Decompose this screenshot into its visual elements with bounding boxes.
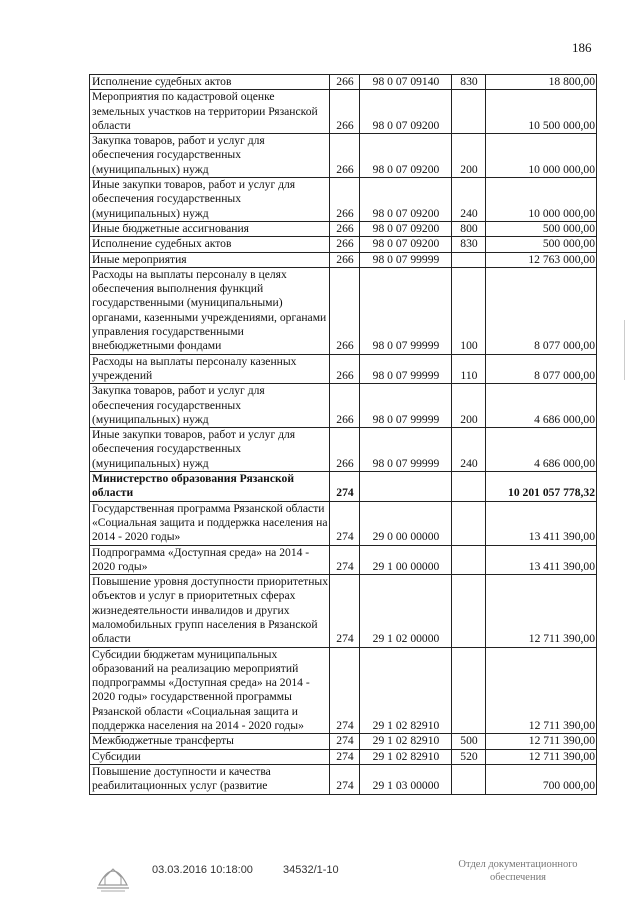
cell-ved: 274	[330, 647, 360, 734]
cell-ved: 266	[330, 237, 360, 252]
cell-sum: 12 763 000,00	[486, 252, 597, 267]
cell-csr: 98 0 07 99999	[360, 428, 452, 472]
cell-csr: 98 0 07 99999	[360, 267, 452, 354]
cell-sum: 13 411 390,00	[486, 545, 597, 575]
cell-ved: 266	[330, 90, 360, 134]
cell-name: Закупка товаров, работ и услуг для обеспечения государственных (муниципальных) нужд	[90, 134, 330, 178]
budget-table-body	[90, 75, 597, 795]
cell-name: Исполнение судебных актов	[90, 237, 330, 252]
cell-name: Расходы на выплаты персоналу казенных учреждений	[90, 354, 330, 384]
cell-csr: 98 0 07 09200	[360, 178, 452, 222]
cell-vr: 500	[452, 734, 486, 749]
cell-vr: 520	[452, 749, 486, 764]
cell-vr: 240	[452, 428, 486, 472]
cell-sum: 10 500 000,00	[486, 90, 597, 134]
cell-csr: 98 0 07 09200	[360, 221, 452, 236]
cell-csr: 29 1 03 00000	[360, 764, 452, 794]
cell-ved: 266	[330, 221, 360, 236]
cell-vr: 110	[452, 354, 486, 384]
cell-name: Повышение уровня доступности приоритетных объектов и услуг в приоритетных сферах жизнедеятельности инвалидов и других маломобильных групп населения в Рязанской области	[90, 575, 330, 647]
cell-ved: 274	[330, 545, 360, 575]
cell-sum: 8 077 000,00	[486, 267, 597, 354]
cell-sum: 4 686 000,00	[486, 428, 597, 472]
table-row	[90, 134, 597, 178]
cell-csr: 29 1 02 82910	[360, 647, 452, 734]
table-row	[90, 384, 597, 428]
table-row	[90, 178, 597, 222]
cell-sum: 13 411 390,00	[486, 501, 597, 545]
cell-csr: 98 0 07 99999	[360, 384, 452, 428]
cell-vr	[452, 472, 486, 502]
cell-ved: 274	[330, 501, 360, 545]
table-row	[90, 575, 597, 647]
cell-vr: 830	[452, 75, 486, 90]
cell-vr	[452, 575, 486, 647]
cell-vr: 830	[452, 237, 486, 252]
coat-of-arms-icon	[93, 855, 133, 893]
cell-ved: 274	[330, 734, 360, 749]
cell-name: Иные закупки товаров, работ и услуг для обеспечения государственных (муниципальных) нужд	[90, 178, 330, 222]
cell-name: Подпрограмма «Доступная среда» на 2014 - 2020 годы»	[90, 545, 330, 575]
budget-table	[89, 74, 597, 795]
cell-sum: 12 711 390,00	[486, 575, 597, 647]
table-row	[90, 764, 597, 794]
cell-name: Государственная программа Рязанской области «Социальная защита и поддержка населения на 2014 - 2020 годы»	[90, 501, 330, 545]
cell-vr: 800	[452, 221, 486, 236]
cell-ved: 266	[330, 178, 360, 222]
cell-name: Закупка товаров, работ и услуг для обеспечения государственных (муниципальных) нужд	[90, 384, 330, 428]
cell-csr: 29 1 02 82910	[360, 749, 452, 764]
cell-ved: 266	[330, 428, 360, 472]
cell-vr	[452, 501, 486, 545]
cell-name: Иные закупки товаров, работ и услуг для обеспечения государственных (муниципальных) нужд	[90, 428, 330, 472]
cell-sum: 18 800,00	[486, 75, 597, 90]
cell-ved: 274	[330, 764, 360, 794]
table-row	[90, 354, 597, 384]
table-row	[90, 237, 597, 252]
footer-department-line2: обеспечения	[489, 872, 547, 883]
cell-vr	[452, 764, 486, 794]
cell-name: Межбюджетные трансферты	[90, 734, 330, 749]
footer-department-line1: Отдел документационного	[458, 859, 578, 870]
cell-sum: 700 000,00	[486, 764, 597, 794]
cell-ved: 266	[330, 267, 360, 354]
table-row	[90, 734, 597, 749]
footer-datetime: 03.03.2016 10:18:00	[152, 864, 253, 876]
cell-sum: 4 686 000,00	[486, 384, 597, 428]
cell-sum: 10 000 000,00	[486, 178, 597, 222]
cell-sum: 12 711 390,00	[486, 647, 597, 734]
cell-name: Мероприятия по кадастровой оценке земельных участков на территории Рязанской области	[90, 90, 330, 134]
table-row	[90, 545, 597, 575]
table-row	[90, 428, 597, 472]
cell-ved: 266	[330, 75, 360, 90]
cell-name: Субсидии бюджетам муниципальных образований на реализацию мероприятий подпрограммы «Доступная среда» на 2014 - 2020 годы» государственной программы Рязанской области «Социальная защита и поддержка населения на 2014 - 2020 годы»	[90, 647, 330, 734]
table-row	[90, 267, 597, 354]
cell-csr: 98 0 07 09200	[360, 90, 452, 134]
cell-sum: 10 000 000,00	[486, 134, 597, 178]
cell-name: Субсидии	[90, 749, 330, 764]
cell-name: Расходы на выплаты персоналу в целях обеспечения выполнения функций государственными (муниципальными) органами, казенными учреждениями, органами управления государственными внебюджетными фондами	[90, 267, 330, 354]
cell-vr: 100	[452, 267, 486, 354]
cell-sum: 500 000,00	[486, 237, 597, 252]
cell-csr: 98 0 07 09140	[360, 75, 452, 90]
cell-sum: 10 201 057 778,32	[486, 472, 597, 502]
table-row	[90, 501, 597, 545]
table-row	[90, 75, 597, 90]
page-number: 186	[572, 40, 592, 55]
table-row	[90, 90, 597, 134]
cell-csr: 29 0 00 00000	[360, 501, 452, 545]
cell-vr: 200	[452, 134, 486, 178]
cell-ved: 266	[330, 384, 360, 428]
cell-csr: 98 0 07 09200	[360, 237, 452, 252]
cell-sum: 12 711 390,00	[486, 734, 597, 749]
footer-department	[448, 858, 588, 884]
cell-csr: 29 1 00 00000	[360, 545, 452, 575]
table-row	[90, 221, 597, 236]
cell-csr: 98 0 07 99999	[360, 354, 452, 384]
cell-name: Исполнение судебных актов	[90, 75, 330, 90]
cell-name: Иные мероприятия	[90, 252, 330, 267]
cell-name: Министерство образования Рязанской области	[90, 472, 330, 502]
cell-name: Повышение доступности и качества реабилитационных услуг (развитие	[90, 764, 330, 794]
scan-edge-mark	[624, 320, 625, 380]
cell-sum: 500 000,00	[486, 221, 597, 236]
cell-ved: 274	[330, 749, 360, 764]
cell-name: Иные бюджетные ассигнования	[90, 221, 330, 236]
cell-csr: 29 1 02 00000	[360, 575, 452, 647]
cell-vr	[452, 545, 486, 575]
cell-vr: 200	[452, 384, 486, 428]
cell-ved: 274	[330, 472, 360, 502]
cell-csr	[360, 472, 452, 502]
cell-ved: 266	[330, 252, 360, 267]
cell-ved: 266	[330, 354, 360, 384]
cell-vr	[452, 90, 486, 134]
cell-vr: 240	[452, 178, 486, 222]
cell-ved: 266	[330, 134, 360, 178]
cell-csr: 98 0 07 99999	[360, 252, 452, 267]
table-row	[90, 472, 597, 502]
table-row	[90, 749, 597, 764]
cell-ved: 274	[330, 575, 360, 647]
cell-vr	[452, 647, 486, 734]
cell-vr	[452, 252, 486, 267]
footer-doc-number: 34532/1-10	[283, 864, 339, 876]
cell-csr: 98 0 07 09200	[360, 134, 452, 178]
table-row	[90, 647, 597, 734]
cell-csr: 29 1 02 82910	[360, 734, 452, 749]
cell-sum: 8 077 000,00	[486, 354, 597, 384]
table-row	[90, 252, 597, 267]
cell-sum: 12 711 390,00	[486, 749, 597, 764]
